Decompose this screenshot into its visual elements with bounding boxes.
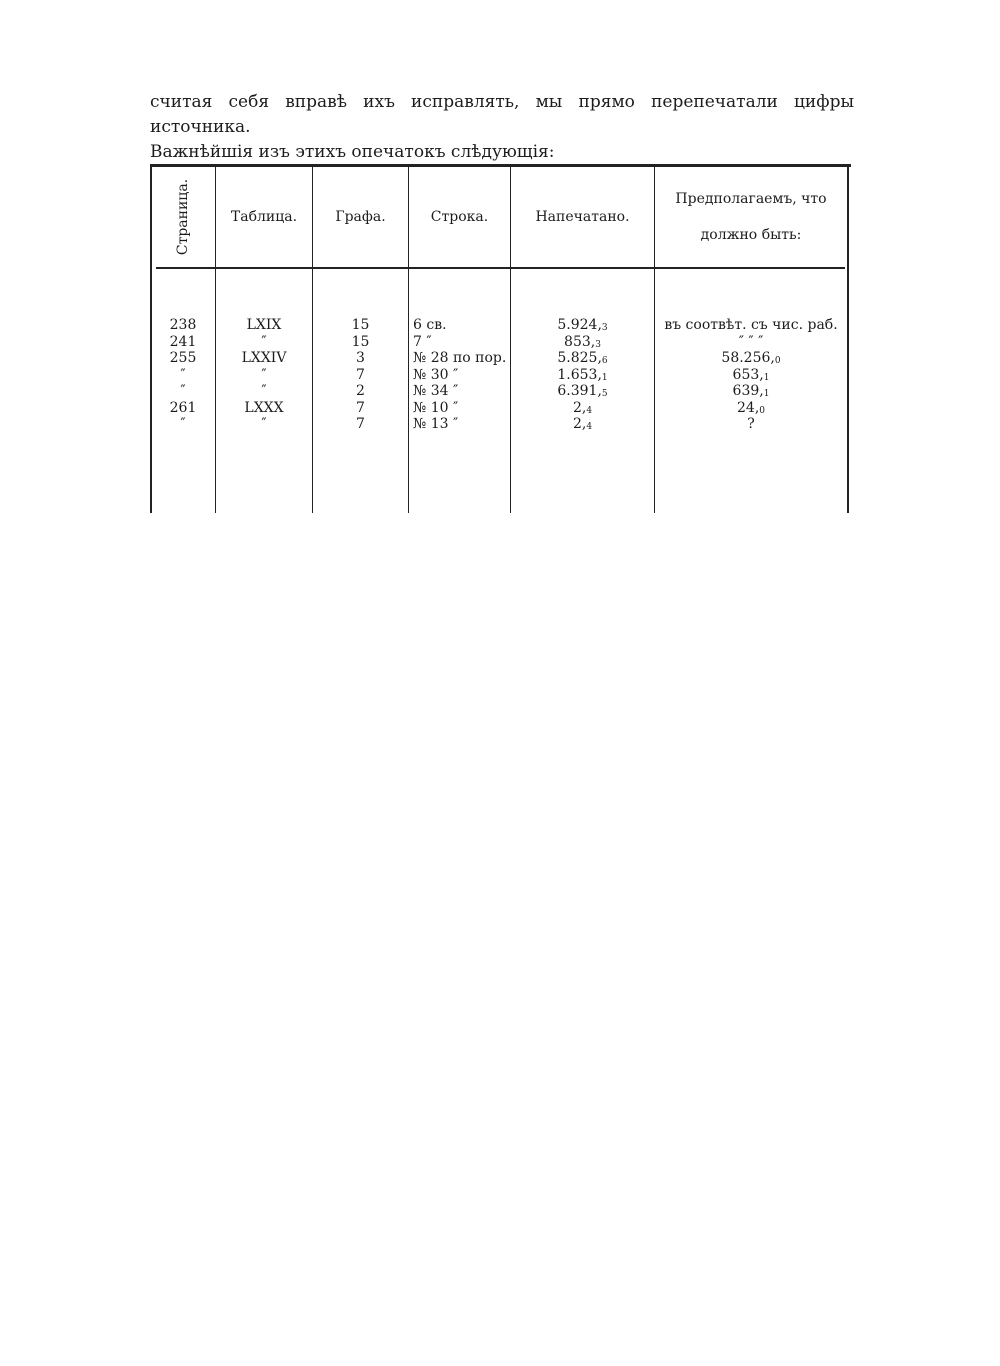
page-cell: ″ (180, 383, 186, 399)
row-cell: № 28 по пор. (413, 350, 507, 366)
header-expected (655, 167, 847, 267)
row-cell: № 13 ″ (413, 416, 459, 432)
table-cell: LXIX (246, 317, 282, 333)
errata-table (150, 164, 851, 513)
header-expected-line-2: должно быть: (700, 227, 802, 243)
page-cell: 261 (169, 399, 197, 416)
row-cell: 6 св. (413, 317, 447, 333)
header-column: Графа. (335, 209, 386, 225)
column-cell: 7 (356, 399, 365, 416)
printed-cell: $5.924,_3$ (557, 317, 608, 333)
table-cell: ″ (261, 333, 267, 350)
printed-cell: $6.391,_5$ (557, 383, 608, 399)
printed-cell: $5.825,_6$ (557, 350, 608, 366)
table-cell: LXXX (244, 399, 284, 416)
column-cell: 15 (351, 333, 370, 350)
row-cell: № 30 ″ (413, 366, 459, 383)
table-cell: ″ (261, 416, 267, 432)
printed-cell: $853,_3$ (564, 333, 601, 350)
intro-line-2: Важнѣйшія изъ этихъ опечатокъ слѣдующія: (150, 142, 555, 162)
intro-line-1: считая себя вправѣ ихъ исправлять, мы прямо перепечатали цифры источника. (150, 92, 854, 137)
intro-paragraph (150, 90, 854, 165)
row-cell: 7 ″ (413, 333, 432, 350)
column-column-values (313, 317, 408, 433)
page-cell: 255 (169, 350, 197, 366)
column-cell: 15 (351, 317, 370, 333)
column-page-values (155, 317, 211, 433)
table-cell: ″ (261, 366, 267, 383)
column-cell: 2 (356, 383, 365, 399)
column-cell: 7 (356, 416, 365, 432)
header-printed: Напечатано. (535, 209, 630, 225)
row-cell: № 34 ″ (413, 383, 459, 399)
printed-cell: $2,_4$ (572, 399, 593, 416)
expected-cell: $24,_0$ (737, 399, 765, 416)
table-border-right (847, 167, 849, 513)
header-rule (156, 267, 845, 269)
header-row: Строка. (430, 209, 489, 225)
page-cell: 238 (169, 317, 197, 333)
expected-cell: $58.256,_0$ (721, 350, 781, 366)
expected-cell: въ соотвѣт. съ чис. раб. (664, 317, 838, 333)
table-cell: LXXIV (241, 350, 287, 366)
page-cell: ″ (180, 366, 186, 383)
header-expected-line-1: Предполагаемъ, что (675, 191, 827, 207)
expected-cell: $653,_1$ (732, 366, 770, 383)
expected-cell: ? (747, 416, 755, 432)
header-table: Таблица. (230, 209, 298, 225)
expected-cell: ″ ″ ″ (738, 333, 764, 350)
header-page: Страница. (175, 178, 192, 256)
page-cell: 241 (169, 333, 197, 350)
expected-cell: $639,_1$ (732, 383, 770, 399)
column-table-values (216, 317, 312, 433)
page-cell: ″ (180, 416, 186, 432)
column-cell: 7 (356, 366, 365, 383)
column-expected-values (655, 317, 847, 433)
column-cell: 3 (356, 350, 365, 366)
printed-cell: $2,_4$ (572, 416, 593, 432)
column-row-values (413, 317, 509, 433)
table-cell: ″ (261, 383, 267, 399)
printed-cell: $1.653,_1$ (557, 366, 608, 383)
row-cell: № 10 ″ (413, 399, 459, 416)
column-printed-values (511, 317, 654, 433)
